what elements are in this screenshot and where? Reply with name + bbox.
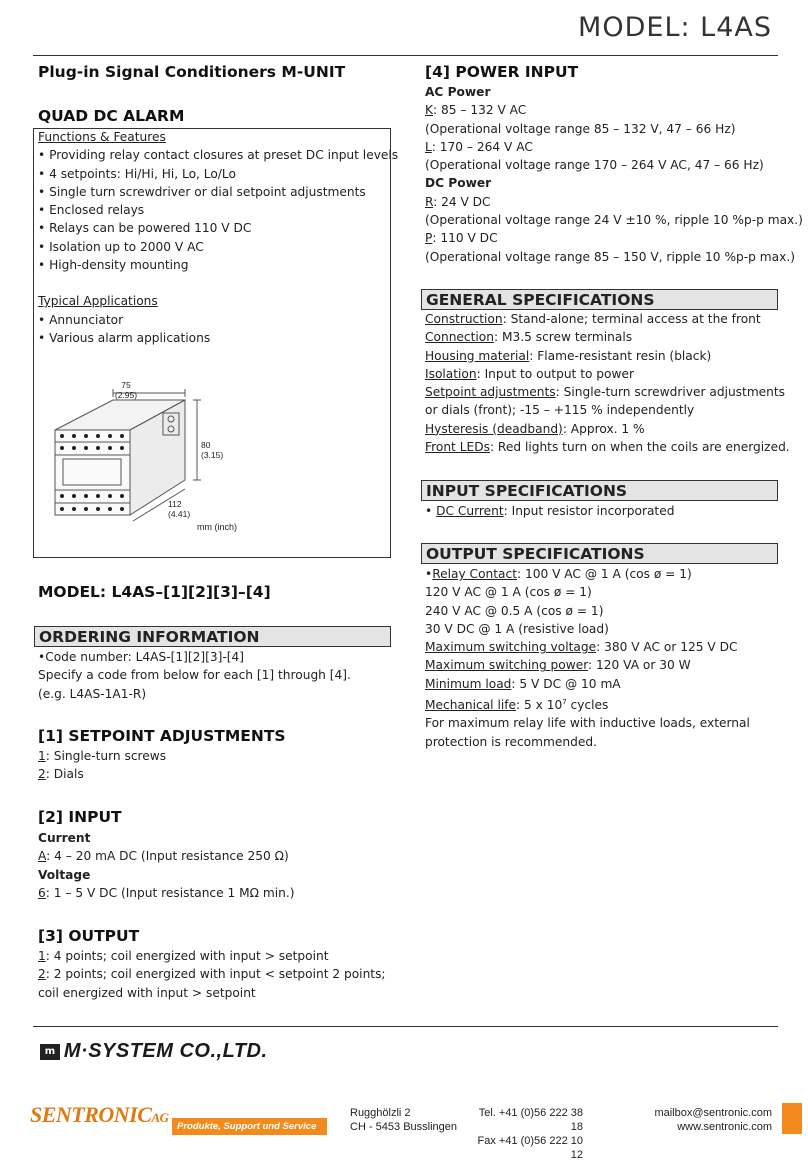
footer-web[interactable]: www.sentronic.com bbox=[677, 1121, 772, 1133]
feature-item: • Isolation up to 2000 V AC bbox=[38, 239, 204, 254]
dim-unit: mm (inch) bbox=[197, 522, 237, 532]
msystem-logo-icon: m bbox=[40, 1044, 60, 1060]
application-item: • Various alarm applications bbox=[38, 330, 211, 345]
footer-contact bbox=[620, 1106, 772, 1134]
input-specs-heading: INPUT SPECIFICATIONS bbox=[421, 480, 778, 501]
ordering-section: •Code number: L4AS-[1][2][3]-[4] Specify a code from below for each [1] through [4]. (e.g. L4AS-1A1-R) bbox=[38, 650, 351, 701]
product-line: Plug-in Signal Conditioners M-UNIT bbox=[38, 63, 346, 81]
feature-item: • Single turn screwdriver or dial setpoint adjustments bbox=[38, 184, 366, 199]
features-section bbox=[38, 128, 398, 347]
feature-item: • 4 setpoints: Hi/Hi, Hi, Lo, Lo/Lo bbox=[38, 166, 236, 181]
footer-rule bbox=[33, 1026, 778, 1027]
applications-heading: Typical Applications bbox=[38, 294, 158, 309]
output-specs-heading: OUTPUT SPECIFICATIONS bbox=[421, 543, 778, 564]
footer-accent-bar bbox=[782, 1103, 802, 1134]
footer-email[interactable]: mailbox@sentronic.com bbox=[654, 1107, 772, 1119]
dimension-drawing bbox=[45, 375, 265, 535]
power-heading: [4] POWER INPUT bbox=[425, 63, 579, 81]
application-item: • Annunciator bbox=[38, 312, 124, 327]
dim-width: 75 (2.95) bbox=[114, 380, 138, 400]
model-title: MODEL: L4AS bbox=[578, 12, 772, 43]
ordering-heading: ORDERING INFORMATION bbox=[34, 626, 391, 647]
output-section: 1: 4 points; coil energized with input > setpoint 2: 2 points; coil energized with input < setpoint 2 points; coil energized with input > setpoint bbox=[38, 949, 386, 1000]
setpoint-heading: [1] SETPOINT ADJUSTMENTS bbox=[38, 727, 286, 745]
general-specs-section: Construction: Stand-alone; terminal access at the front Connection: M3.5 screw terminals Housing material: Flame-resistant resin (black) Isolation: Input to output to power Setpoint adjustments: Single-turn screwdriver adjustments or dials (front); -15 – +115 % independently Hysteresis (deadband): Approx. 1 % Front LEDs: Red lights turn on when the coils are energized. bbox=[425, 312, 790, 455]
feature-item: • High-density mounting bbox=[38, 258, 189, 273]
model-code: MODEL: L4AS–[1][2][3]–[4] bbox=[38, 583, 271, 601]
features-heading: Functions & Features bbox=[38, 130, 166, 144]
header-rule bbox=[33, 55, 778, 56]
footer-address: Rugghölzli 2 CH - 5453 Busslingen bbox=[350, 1107, 458, 1133]
product-name: QUAD DC ALARM bbox=[38, 107, 185, 125]
general-specs-heading: GENERAL SPECIFICATIONS bbox=[421, 289, 778, 310]
input-section: Current A: 4 – 20 mA DC (Input resistance 250 Ω) Voltage 6: 1 – 5 V DC (Input resistance 1 MΩ min.) bbox=[38, 831, 295, 900]
feature-item: • Relays can be powered 110 V DC bbox=[38, 221, 252, 236]
msystem-logo: m M·SYSTEM CO.,LTD. bbox=[40, 1040, 268, 1062]
footer-phone: Tel. +41 (0)56 222 38 18 Fax +41 (0)56 222 10 12 bbox=[477, 1107, 583, 1161]
output-specs-section: •Relay Contact: 100 V AC @ 1 A (cos ø = 1) 120 V AC @ 1 A (cos ø = 1) 240 V AC @ 0.5 A (cos ø = 1) 30 V DC @ 1 A (resistive load) Maximum switching voltage: 380 V AC or 125 V DC Maximum switching power: 120 VA or 30 W Minimum load: 5 V DC @ 10 mA Mechanical life: 5 x $10^7$ cycles For maximum relay life with inductive loads, external protection is recommended. bbox=[425, 567, 750, 749]
feature-item: • Enclosed relays bbox=[38, 203, 145, 218]
dim-height: 80 (3.15) bbox=[201, 440, 224, 460]
input-specs-section: • DC Current: Input resistor incorporated bbox=[425, 504, 675, 518]
feature-item: • Providing relay contact closures at preset DC input levels bbox=[38, 148, 399, 163]
power-section: AC Power K: 85 – 132 V AC (Operational voltage range 85 – 132 V, 47 – 66 Hz) L: 170 – 264 V AC (Operational voltage range 170 – 264 V AC, 47 – 66 Hz) DC Power R: 24 V DC (Operational voltage range 24 V ±10 %, ripple 10 %p-p max.) P: 110 V DC (Operational voltage range 85 – 150 V, ripple 10 %p-p max.) bbox=[425, 85, 803, 264]
dim-depth: 112 (4.41) bbox=[168, 499, 191, 519]
setpoint-section: 1: Single-turn screws 2: Dials bbox=[38, 749, 167, 782]
output-heading: [3] OUTPUT bbox=[38, 927, 140, 945]
input-heading: [2] INPUT bbox=[38, 808, 122, 826]
sentronic-logo: SENTRONICAG Produkte, Support und Service bbox=[30, 1102, 326, 1134]
